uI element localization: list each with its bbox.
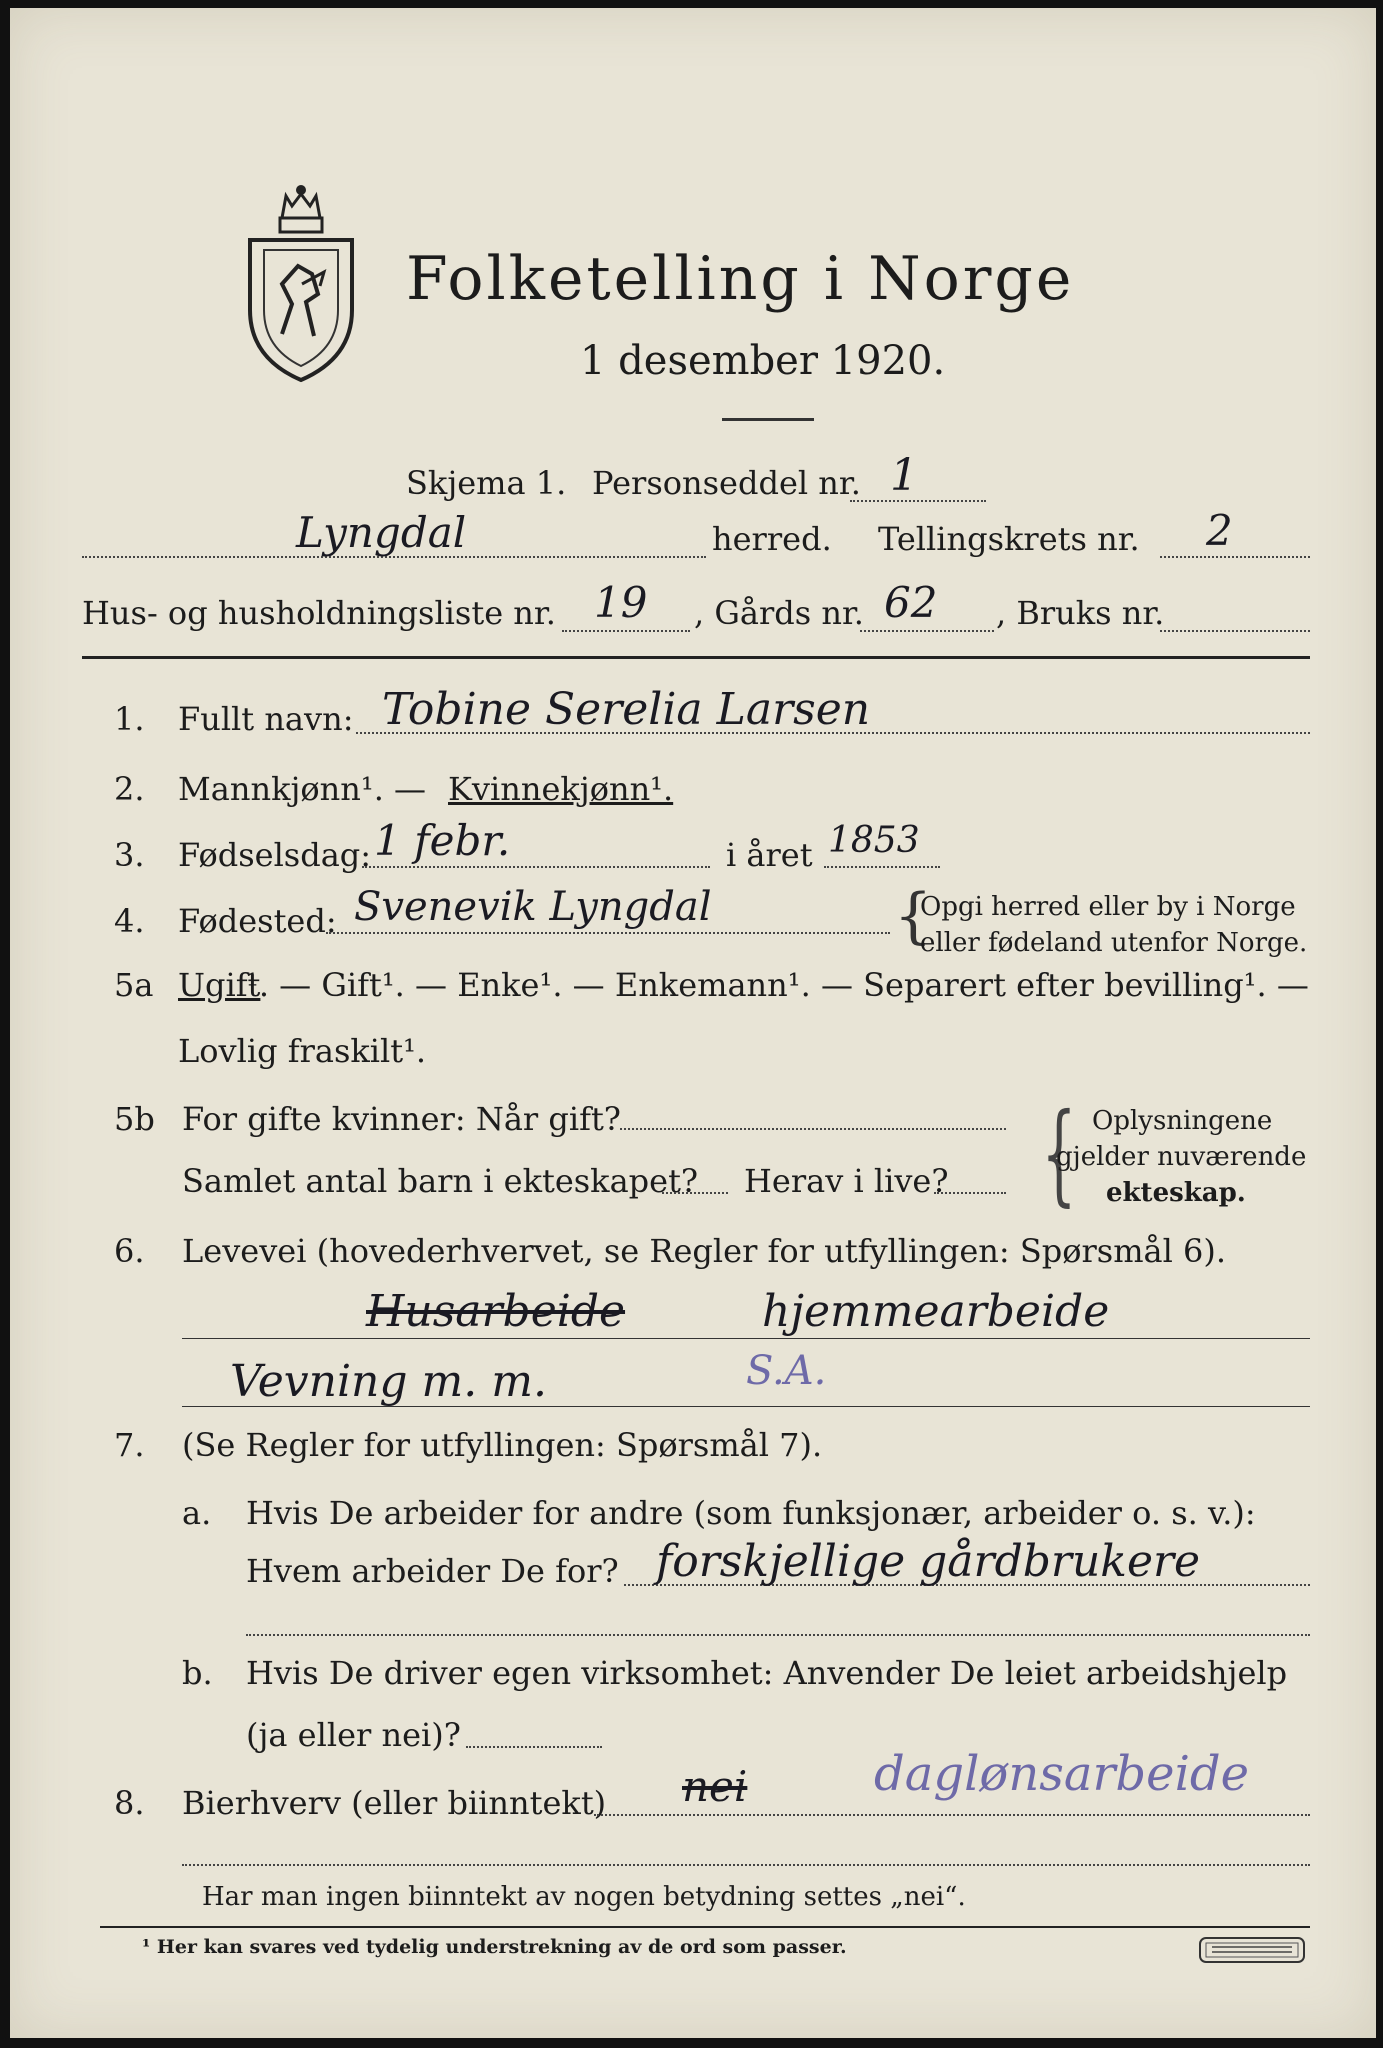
q4-note-1: Opgi herred eller by i Norge bbox=[920, 892, 1296, 922]
household-label: Hus- og husholdningsliste nr. bbox=[82, 594, 556, 632]
q6-line-1 bbox=[182, 1338, 1310, 1339]
q8-value: nei bbox=[682, 1762, 748, 1811]
census-form-page bbox=[10, 8, 1376, 2038]
q5b-married-when: For gifte kvinner: Når gift? bbox=[182, 1100, 621, 1138]
q5b-alive: Herav i live? bbox=[744, 1162, 949, 1200]
form-title: Folketelling i Norge bbox=[406, 244, 1075, 314]
q3-line bbox=[362, 866, 710, 868]
household-line bbox=[562, 630, 690, 632]
farm-value: 62 bbox=[884, 578, 938, 627]
q7-number: 7. bbox=[114, 1426, 145, 1464]
district-label: Tellingskrets nr. bbox=[878, 520, 1140, 558]
q3-year-line bbox=[824, 866, 940, 868]
q8-pencil-value: daglønsarbeide bbox=[874, 1746, 1250, 1802]
birthplace-value: Svenevik Lyngdal bbox=[354, 884, 712, 930]
household-value: 19 bbox=[594, 578, 648, 627]
municipality-value: Lyngdal bbox=[296, 508, 467, 557]
person-slip-value: 1 bbox=[890, 450, 918, 501]
q4-label: Fødested: bbox=[178, 902, 337, 940]
q2-number: 2. bbox=[114, 770, 145, 808]
q7b-label-2: (ja eller nei)? bbox=[246, 1716, 461, 1754]
q8-line bbox=[594, 1814, 1310, 1816]
farm-line bbox=[860, 630, 994, 632]
use-label: , Bruks nr. bbox=[996, 594, 1165, 632]
q5b-brace: { bbox=[1041, 1089, 1077, 1217]
q6-line-2 bbox=[182, 1406, 1310, 1407]
q3-label: Fødselsdag: bbox=[178, 836, 372, 874]
q6-value-1: hjemmearbeide bbox=[762, 1286, 1110, 1337]
q4-line bbox=[326, 932, 890, 934]
q6-label: Levevei (hovederhvervet, se Regler for utfyllingen: Spørsmål 6). bbox=[182, 1232, 1227, 1270]
full-name-value: Tobine Serelia Larsen bbox=[382, 684, 871, 735]
q8-line-2 bbox=[182, 1864, 1310, 1866]
q4-brace: { bbox=[894, 881, 933, 951]
use-line bbox=[1160, 630, 1310, 632]
q2-dash: — bbox=[394, 770, 426, 808]
q7b-letter: b. bbox=[182, 1654, 213, 1692]
census-date: 1 desember 1920. bbox=[580, 338, 946, 384]
q5b-note-3: ekteskap. bbox=[1106, 1178, 1246, 1208]
birthday-value: 1 febr. bbox=[374, 816, 511, 865]
q8-number: 8. bbox=[114, 1784, 145, 1822]
q5b-children: Samlet antal barn i ekteskapet? bbox=[182, 1162, 699, 1200]
q5a-divorced: Lovlig fraskilt¹. bbox=[178, 1032, 427, 1070]
q2-male: Mannkjønn¹. bbox=[178, 770, 384, 808]
q5a-options: ¹. — Gift¹. — Enke¹. — Enkemann¹. — Separert efter bevilling¹. — bbox=[246, 966, 1309, 1004]
printer-stamp-icon bbox=[1198, 1936, 1306, 1966]
q6-value-2: Vevning m. m. bbox=[230, 1356, 547, 1407]
q7b-line bbox=[466, 1746, 602, 1748]
farm-label: , Gårds nr. bbox=[694, 594, 864, 632]
q6-pencil-mark: S.A. bbox=[746, 1348, 827, 1394]
q4-note-2: eller fødeland utenfor Norge. bbox=[920, 928, 1308, 958]
municipality-label: herred. bbox=[712, 520, 832, 558]
q5b-note-2: gjelder nuværende bbox=[1056, 1142, 1307, 1172]
q2-female: Kvinnekjønn¹. bbox=[448, 770, 674, 808]
q5b-children-line bbox=[662, 1192, 728, 1194]
q5b-note-1: Oplysningene bbox=[1092, 1106, 1273, 1136]
birth-year-value: 1853 bbox=[828, 820, 920, 861]
q5b-married-line bbox=[620, 1128, 1006, 1130]
q6-struck-value: Husarbeide bbox=[366, 1286, 626, 1337]
footer-note: Har man ingen biinntekt av nogen betydning settes „nei“. bbox=[202, 1882, 966, 1912]
q3-year-label: i året bbox=[726, 836, 813, 874]
q7a-label-2: Hvem arbeider De for? bbox=[246, 1552, 619, 1590]
q7-label: (Se Regler for utfyllingen: Spørsmål 7). bbox=[182, 1426, 823, 1464]
q3-number: 3. bbox=[114, 836, 145, 874]
q4-number: 4. bbox=[114, 902, 145, 940]
q5a-ugift: Ugift bbox=[178, 966, 261, 1004]
schema-label: Skjema 1. bbox=[406, 464, 567, 502]
q7a-line-2 bbox=[246, 1634, 1310, 1636]
q5b-number: 5b bbox=[114, 1100, 155, 1138]
q6-number: 6. bbox=[114, 1232, 145, 1270]
employer-value: forskjellige gårdbrukere bbox=[656, 1536, 1201, 1587]
footer-rule bbox=[100, 1926, 1310, 1928]
q7a-letter: a. bbox=[182, 1494, 212, 1532]
q7a-label: Hvis De arbeider for andre (som funksjonær, arbeider o. s. v.): bbox=[246, 1494, 1256, 1532]
person-slip-line bbox=[850, 500, 986, 502]
district-line bbox=[1160, 556, 1310, 558]
footnote: ¹ Her kan svares ved tydelig understrekning av de ord som passer. bbox=[142, 1936, 847, 1958]
title-divider bbox=[722, 418, 814, 421]
header-rule bbox=[82, 656, 1310, 659]
person-slip-label: Personseddel nr. bbox=[592, 464, 861, 502]
q5b-alive-line bbox=[934, 1192, 1006, 1194]
q1-label: Fullt navn: bbox=[178, 700, 354, 738]
q7b-label: Hvis De driver egen virksomhet: Anvender De leiet arbeidshjelp bbox=[246, 1654, 1288, 1692]
norwegian-coat-of-arms-icon bbox=[242, 184, 360, 384]
q5a-number: 5a bbox=[114, 966, 154, 1004]
q1-number: 1. bbox=[114, 700, 145, 738]
district-value: 2 bbox=[1206, 506, 1233, 555]
q8-label: Bierhverv (eller biinntekt) bbox=[182, 1784, 607, 1822]
